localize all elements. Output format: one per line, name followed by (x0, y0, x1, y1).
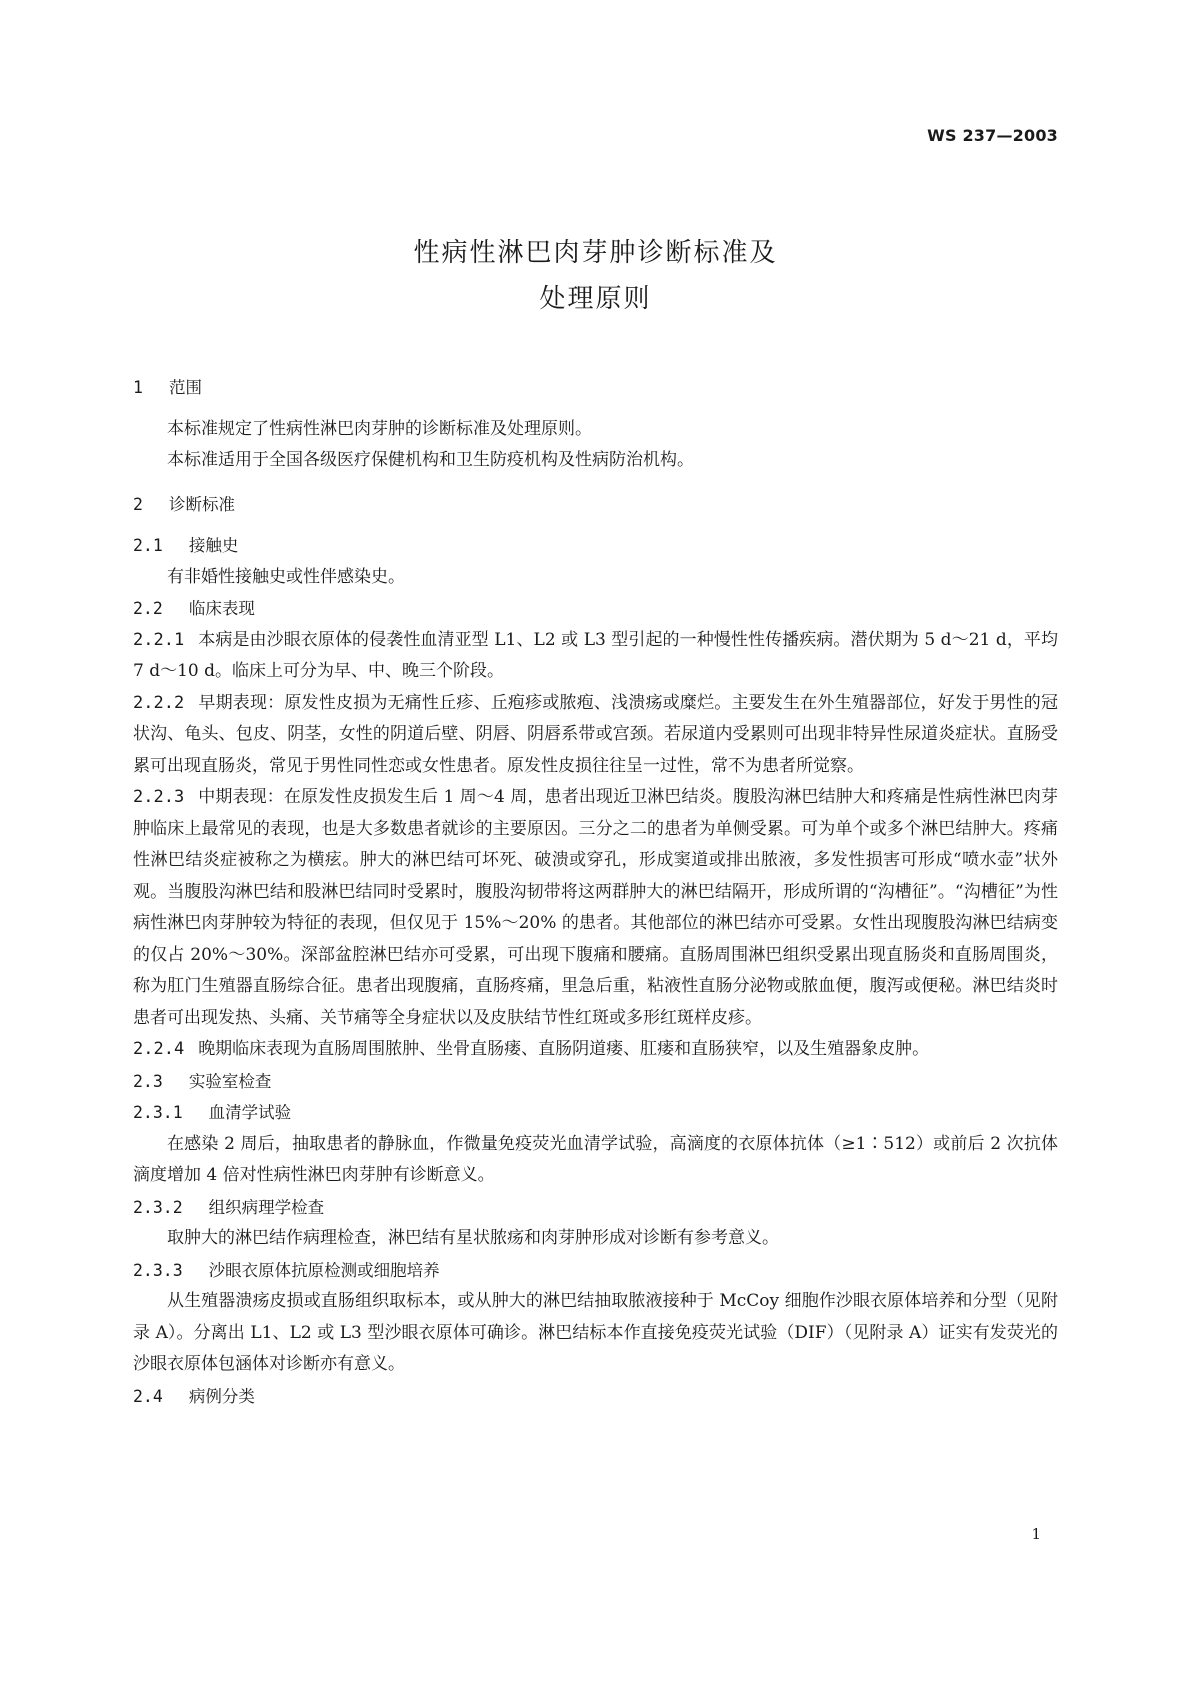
section-heading-2-2: 2.2 临床表现 (133, 599, 255, 618)
clause-2-2-1: 2.2.1 本病是由沙眼衣原体的侵袭性血清亚型 L1、L2 或 L3 型引起的一种慢性性传播疾病。潜伏期为 5 d～21 d，平均 7 d～10 d。临床上可分为早、中、晚三个阶段。 (133, 629, 1058, 681)
page-number: 1 (1031, 1525, 1041, 1543)
document-title-line2: 处理原则 (539, 284, 652, 314)
clause-2-2-4: 2.2.4 晚期临床表现为直肠周围脓肿、坐骨直肠瘘、直肠阴道瘘、肛瘘和直肠狭窄，以及生殖器象皮肿。 (133, 1039, 930, 1059)
paragraph: 本标准规定了性病性淋巴肉芽肿的诊断标准及处理原则。 (167, 418, 592, 439)
paragraph: 本标准适用于全国各级医疗保健机构和卫生防疫机构及性病防治机构。 (167, 450, 694, 470)
paragraph: 从生殖器溃疡皮损或直肠组织取标本，或从肿大的淋巴结抽取脓液接种于 McCoy 细胞作沙眼衣原体培养和分型（见附录 A）。分离出 L1、L2 或 L3 型沙眼衣原体可确诊。淋巴结标本作直接免疫荧光试验（DIF）（见附录 A）证实有发荧光的沙眼衣原体包涵体对诊断亦有意义。 (133, 1291, 1058, 1374)
clause-2-2-2: 2.2.2 早期表现：原发性皮损为无痛性丘疹、丘疱疹或脓疱、浅溃疡或糜烂。主要发生在外生殖器部位，好发于男性的冠状沟、龟头、包皮、阴茎，女性的阴道后壁、阴唇、阴唇系带或宫颈。若尿道内受累则可出现非特异性尿道炎症状。直肠受累可出现直肠炎，常见于男性同性恋或女性患者。原发性皮损往往呈一过性，常不为患者所觉察。 (133, 692, 1058, 776)
section-heading-2-4: 2.4 病例分类 (133, 1386, 255, 1406)
standard-number: WS 237—2003 (927, 126, 1058, 145)
clause-2-2-3: 2.2.3 中期表现：在原发性皮损发生后 1 周～4 周，患者出现近卫淋巴结炎。腹股沟淋巴结肿大和疼痛是性病性淋巴肉芽肿临床上最常见的表现，也是大多数患者就诊的主要原因。三分之二的患者为单侧受累。可为单个或多个淋巴结肿大。疼痛性淋巴结炎症被称之为横痃。肿大的淋巴结可坏死、破溃或穿孔，形成窦道或排出脓液，多发性损害可形成“喷水壶”状外观。当腹股沟淋巴结和股淋巴结同时受累时，腹股沟韧带将这两群肿大的淋巴结隔开，形成所谓的“沟槽征”。“沟槽征”为性病性淋巴肉芽肿较为特征的表现，但仅见于 15%～20% 的患者。其他部位的淋巴结亦可受累。女性出现腹股沟淋巴结病变的仅占 20%～30%。深部盆腔淋巴结亦可受累，可出现下腹痛和腰痛。直肠周围淋巴组织受累出现直肠炎和直肠周围炎，称为肛门生殖器直肠综合征。患者出现腹痛，直肠疼痛，里急后重，粘液性直肠分泌物或脓血便，腹泻或便秘。淋巴结炎时患者可出现发热、头痛、关节痛等全身症状以及皮肤结节性红斑或多形红斑样皮疹。 (133, 787, 1058, 1028)
section-heading-2-3-3: 2.3.3 沙眼衣原体抗原检测或细胞培养 (133, 1260, 440, 1280)
paragraph: 有非婚性接触史或性伴感染史。 (167, 566, 405, 587)
document-body (133, 372, 1058, 1412)
section-heading-2-1: 2.1 接触史 (133, 536, 239, 555)
document-title-line1: 性病性淋巴肉芽肿诊断标准及 (413, 238, 778, 268)
section-heading-2: 2 诊断标准 (133, 494, 235, 514)
paragraph: 在感染 2 周后，抽取患者的静脉血，作微量免疫荧光血清学试验，高滴度的衣原体抗体（≥1∶512）或前后 2 次抗体滴度增加 4 倍对性病性淋巴肉芽肿有诊断意义。 (133, 1133, 1058, 1185)
section-heading-1: 1 范围 (133, 378, 202, 397)
section-heading-2-3-1: 2.3.1 血清学试验 (133, 1103, 292, 1122)
section-heading-2-3: 2.3 实验室检查 (133, 1071, 272, 1091)
section-heading-2-3-2: 2.3.2 组织病理学检查 (133, 1197, 325, 1217)
paragraph: 取肿大的淋巴结作病理检查，淋巴结有星状脓疡和肉芽肿形成对诊断有参考意义。 (167, 1228, 779, 1248)
